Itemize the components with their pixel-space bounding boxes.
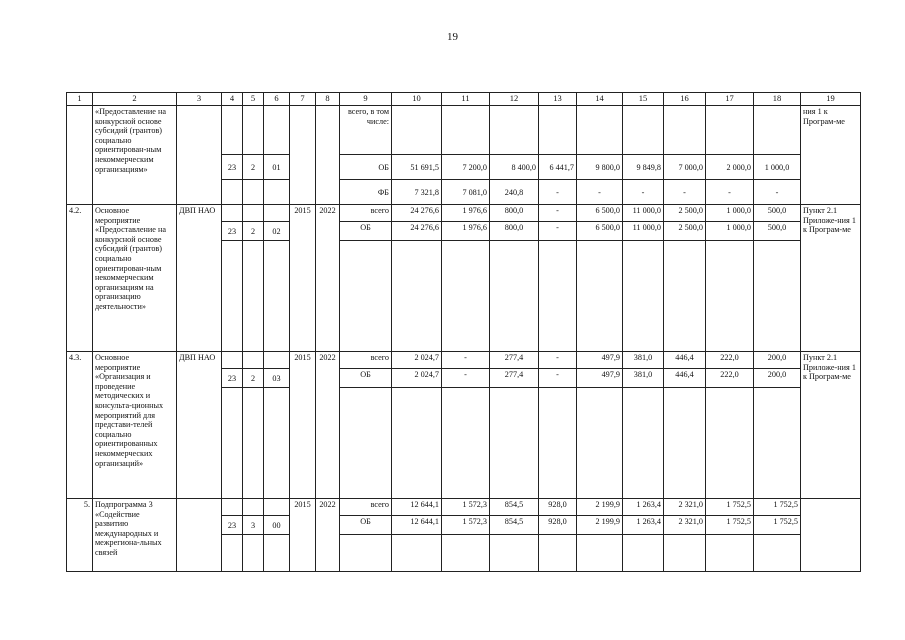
table-row: 23 3 00 ОБ 12 644,1 1 572,3 854,5 928,0 2 199,9 1 263,4 2 321,0 1 752,5 1 752,5	[67, 516, 861, 535]
row-number: 5.	[67, 499, 93, 572]
row-number: 4.2.	[67, 205, 93, 352]
col-header: 13	[539, 93, 577, 106]
col-header: 7	[290, 93, 316, 106]
col-header: 11	[442, 93, 490, 106]
col-header: 8	[316, 93, 340, 106]
col-header: 17	[706, 93, 754, 106]
table-row: 4.3. Основное мероприятие «Организация и проведение методических и консульта-ционных мероприятий для представи-телей социально ориентированных некоммерческих организаций» ДВП НАО 2015 2022 всего 2 024,7 - 277,4 - 497,9 381,0 446,4 222,0 200,0 Пункт 2.1 Приложе-ния 1 к Програм-ме	[67, 352, 861, 369]
note: Пункт 2.1 Приложе-ния 1 к Програм-ме	[801, 352, 861, 499]
row-number: 4.3.	[67, 352, 93, 499]
table-row: 23 2 01 ОБ 51 691,5 7 200,0 8 400,0 6 441,7 9 800,0 9 849,8 7 000,0 2 000,0 1 000,0	[67, 154, 861, 179]
table-row: 4.2. Основное мероприятие «Предоставление на конкурсной основе субсидий (грантов) социально ориентирован-ным некоммерческим организациям на организацию деятельности» ДВП НАО 2015 2022 всего 24 276,6 1 976,6 800,0 - 6 500,0 11 000,0 2 500,0 1 000,0 500,0 Пункт 2.1 Приложе-ния 1 к Програм-ме	[67, 205, 861, 222]
col-header: 1	[67, 93, 93, 106]
table-row: 5. Подпрограмма 3 «Содействие развитию международных и межрегиона-льных связей 2015 2022 всего 12 644,1 1 572,3 854,5 928,0 2 199,9 1 263,4 2 321,0 1 752,5 1 752,5	[67, 499, 861, 516]
table-row: 23 2 03 ОБ 2 024,7 - 277,4 - 497,9 381,0 446,4 222,0 200,0	[67, 369, 861, 388]
executor: ДВП НАО	[177, 352, 222, 499]
header-row	[67, 93, 861, 106]
col-header: 4	[222, 93, 243, 106]
col-header: 16	[664, 93, 706, 106]
program-table	[66, 92, 861, 572]
note: ния 1 к Програм-ме	[801, 106, 861, 205]
col-header: 10	[392, 93, 442, 106]
table-row	[67, 106, 861, 155]
col-header: 6	[264, 93, 290, 106]
col-header: 19	[801, 93, 861, 106]
col-header: 12	[490, 93, 539, 106]
executor: ДВП НАО	[177, 205, 222, 352]
activity-name: Подпрограмма 3 «Содействие развитию международных и межрегиона-льных связей	[93, 499, 177, 572]
activity-name: Основное мероприятие «Предоставление на конкурсной основе субсидий (грантов) социально ориентирован-ным некоммерческим организациям на организацию деятельности»	[93, 205, 177, 352]
col-header: 5	[243, 93, 264, 106]
table-row: ФБ 7 321,8 7 081,0 240,8 - - - - - -	[67, 179, 861, 204]
col-header: 3	[177, 93, 222, 106]
activity-name: «Предоставление на конкурсной основе субсидий (грантов) социально ориентирован-ным некоммерческим организациям»	[93, 106, 177, 205]
col-header: 14	[577, 93, 623, 106]
page-number: 19	[447, 31, 458, 43]
fin-source: всего, в том числе:	[340, 106, 392, 155]
col-header: 18	[754, 93, 801, 106]
activity-name: Основное мероприятие «Организация и проведение методических и консульта-ционных мероприятий для представи-телей социально ориентированных некоммерческих организаций»	[93, 352, 177, 499]
col-header: 9	[340, 93, 392, 106]
table-row: 23 2 02 ОБ 24 276,6 1 976,6 800,0 - 6 500,0 11 000,0 2 500,0 1 000,0 500,0	[67, 222, 861, 241]
col-header: 2	[93, 93, 177, 106]
note: Пункт 2.1 Приложе-ния 1 к Програм-ме	[801, 205, 861, 352]
col-header: 15	[623, 93, 664, 106]
